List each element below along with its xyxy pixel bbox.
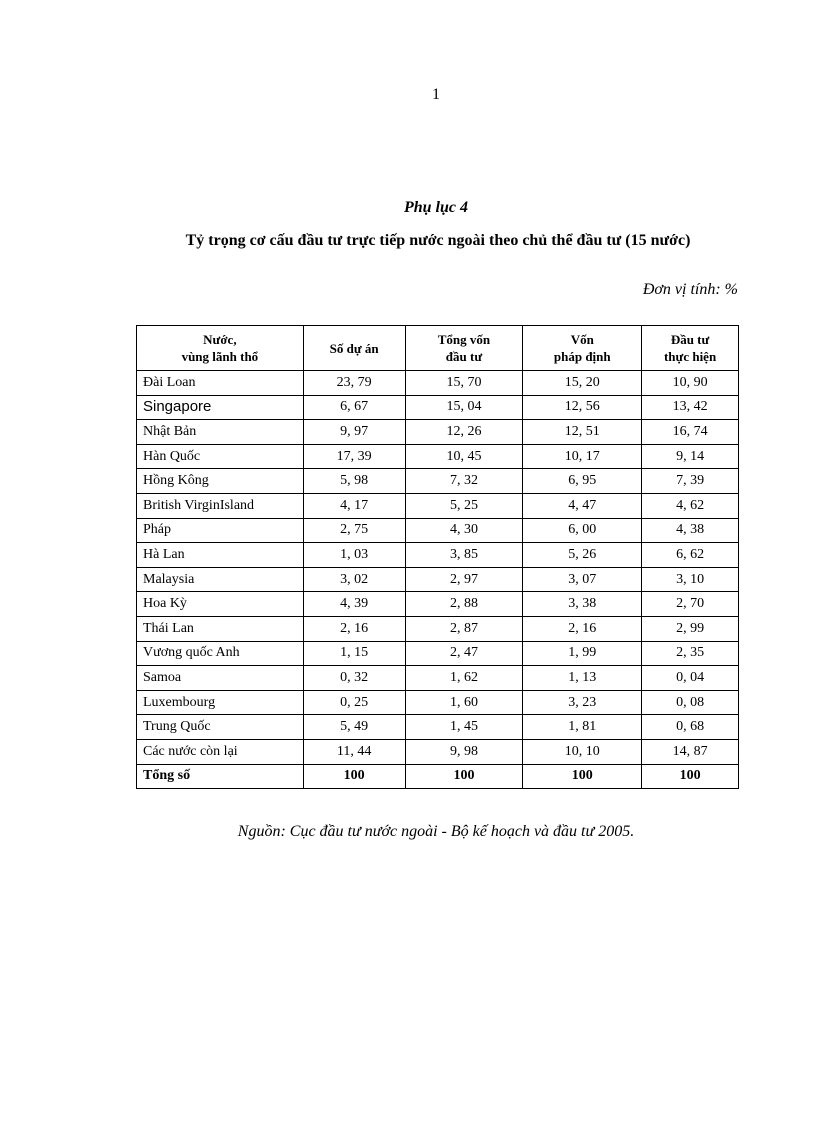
cell-country: Đài Loan bbox=[137, 371, 304, 396]
cell-country: Nhật Bản bbox=[137, 420, 304, 445]
cell-total-capital: 12, 26 bbox=[405, 420, 523, 445]
header-line: Đầu tư bbox=[670, 332, 710, 347]
header-line: Vốn bbox=[570, 332, 594, 347]
cell-total-capital: 15, 70 bbox=[405, 371, 523, 396]
table-header-row bbox=[137, 326, 739, 371]
cell-total-capital: 2, 47 bbox=[405, 641, 523, 666]
cell-project-count: 5, 49 bbox=[303, 715, 405, 740]
cell-total-capital: 15, 04 bbox=[405, 395, 523, 420]
table-row bbox=[137, 518, 739, 543]
header-line: Nước, bbox=[203, 332, 237, 347]
cell-implemented: 0, 04 bbox=[642, 666, 739, 691]
header-country bbox=[137, 326, 304, 371]
header-line: vùng lãnh thổ bbox=[181, 349, 259, 364]
cell-project-count: 100 bbox=[303, 764, 405, 789]
cell-project-count: 2, 75 bbox=[303, 518, 405, 543]
cell-implemented: 2, 70 bbox=[642, 592, 739, 617]
cell-total-capital: 1, 62 bbox=[405, 666, 523, 691]
cell-country: Hàn Quốc bbox=[137, 444, 304, 469]
cell-country: Malaysia bbox=[137, 567, 304, 592]
cell-implemented: 4, 38 bbox=[642, 518, 739, 543]
cell-legal-capital: 12, 51 bbox=[523, 420, 642, 445]
cell-total-capital: 1, 60 bbox=[405, 690, 523, 715]
cell-legal-capital: 10, 10 bbox=[523, 739, 642, 764]
cell-project-count: 1, 15 bbox=[303, 641, 405, 666]
cell-implemented: 14, 87 bbox=[642, 739, 739, 764]
table-row bbox=[137, 616, 739, 641]
cell-implemented: 6, 62 bbox=[642, 543, 739, 568]
cell-project-count: 2, 16 bbox=[303, 616, 405, 641]
page-number: 1 bbox=[432, 86, 440, 103]
cell-total-capital: 100 bbox=[405, 764, 523, 789]
cell-total-capital: 7, 32 bbox=[405, 469, 523, 494]
cell-implemented: 13, 42 bbox=[642, 395, 739, 420]
cell-implemented: 10, 90 bbox=[642, 371, 739, 396]
cell-implemented: 3, 10 bbox=[642, 567, 739, 592]
cell-country: Luxembourg bbox=[137, 690, 304, 715]
table-row bbox=[137, 641, 739, 666]
cell-project-count: 11, 44 bbox=[303, 739, 405, 764]
cell-implemented: 2, 99 bbox=[642, 616, 739, 641]
cell-implemented: 7, 39 bbox=[642, 469, 739, 494]
cell-legal-capital: 3, 23 bbox=[523, 690, 642, 715]
header-line: Tổng vốn bbox=[437, 332, 491, 347]
cell-country: Các nước còn lại bbox=[137, 739, 304, 764]
table-row bbox=[137, 715, 739, 740]
cell-total-capital: 2, 87 bbox=[405, 616, 523, 641]
header-line: Số dự án bbox=[329, 340, 379, 356]
cell-legal-capital: 6, 00 bbox=[523, 518, 642, 543]
cell-country: British VirginIsland bbox=[137, 493, 304, 518]
cell-legal-capital: 5, 26 bbox=[523, 543, 642, 568]
cell-total-capital: 10, 45 bbox=[405, 444, 523, 469]
cell-legal-capital: 1, 81 bbox=[523, 715, 642, 740]
cell-implemented: 2, 35 bbox=[642, 641, 739, 666]
cell-legal-capital: 2, 16 bbox=[523, 616, 642, 641]
cell-country: Trung Quốc bbox=[137, 715, 304, 740]
cell-project-count: 5, 98 bbox=[303, 469, 405, 494]
cell-legal-capital: 1, 13 bbox=[523, 666, 642, 691]
table-row bbox=[137, 420, 739, 445]
table-row bbox=[137, 395, 739, 420]
table-row bbox=[137, 690, 739, 715]
cell-total-capital: 1, 45 bbox=[405, 715, 523, 740]
cell-project-count: 23, 79 bbox=[303, 371, 405, 396]
cell-legal-capital: 15, 20 bbox=[523, 371, 642, 396]
table-row bbox=[137, 371, 739, 396]
header-line: đầu tư bbox=[445, 349, 483, 364]
cell-implemented: 16, 74 bbox=[642, 420, 739, 445]
cell-country: Thái Lan bbox=[137, 616, 304, 641]
cell-legal-capital: 4, 47 bbox=[523, 493, 642, 518]
cell-implemented: 4, 62 bbox=[642, 493, 739, 518]
cell-implemented: 0, 68 bbox=[642, 715, 739, 740]
cell-total-capital: 2, 97 bbox=[405, 567, 523, 592]
header-legal-capital bbox=[523, 326, 642, 371]
appendix-title: Phụ lục 4 bbox=[403, 199, 468, 216]
investment-structure-table bbox=[136, 325, 739, 789]
cell-project-count: 1, 03 bbox=[303, 543, 405, 568]
cell-country: Hà Lan bbox=[137, 543, 304, 568]
cell-project-count: 0, 25 bbox=[303, 690, 405, 715]
unit-label: Đơn vị tính: % bbox=[642, 281, 738, 298]
table-total-row bbox=[137, 764, 739, 789]
table-row bbox=[137, 739, 739, 764]
cell-legal-capital: 12, 56 bbox=[523, 395, 642, 420]
header-implemented-investment bbox=[642, 326, 739, 371]
cell-implemented: 0, 08 bbox=[642, 690, 739, 715]
cell-legal-capital: 1, 99 bbox=[523, 641, 642, 666]
cell-total-capital: 3, 85 bbox=[405, 543, 523, 568]
page-title: Tỷ trọng cơ cấu đầu tư trực tiếp nước ngoài theo chủ thể đầu tư (15 nước) bbox=[185, 232, 691, 249]
table-row bbox=[137, 592, 739, 617]
source-note: Nguồn: Cục đầu tư nước ngoài - Bộ kế hoạch và đầu tư 2005. bbox=[237, 823, 635, 840]
cell-implemented: 9, 14 bbox=[642, 444, 739, 469]
header-line: thực hiện bbox=[663, 349, 717, 364]
cell-country: Singapore bbox=[137, 395, 304, 420]
cell-total-capital: 2, 88 bbox=[405, 592, 523, 617]
table-row bbox=[137, 666, 739, 691]
cell-project-count: 0, 32 bbox=[303, 666, 405, 691]
cell-legal-capital: 100 bbox=[523, 764, 642, 789]
header-line: pháp định bbox=[553, 349, 611, 364]
cell-legal-capital: 10, 17 bbox=[523, 444, 642, 469]
table-row bbox=[137, 493, 739, 518]
header-project-count bbox=[303, 326, 405, 371]
cell-legal-capital: 3, 07 bbox=[523, 567, 642, 592]
cell-project-count: 4, 39 bbox=[303, 592, 405, 617]
cell-project-count: 3, 02 bbox=[303, 567, 405, 592]
cell-legal-capital: 3, 38 bbox=[523, 592, 642, 617]
cell-country: Hồng Kông bbox=[137, 469, 304, 494]
header-total-capital bbox=[405, 326, 523, 371]
table-row bbox=[137, 543, 739, 568]
table-body bbox=[137, 371, 739, 789]
cell-total-capital: 4, 30 bbox=[405, 518, 523, 543]
cell-project-count: 17, 39 bbox=[303, 444, 405, 469]
cell-total-capital: 9, 98 bbox=[405, 739, 523, 764]
cell-total-capital: 5, 25 bbox=[405, 493, 523, 518]
cell-project-count: 9, 97 bbox=[303, 420, 405, 445]
cell-project-count: 4, 17 bbox=[303, 493, 405, 518]
cell-project-count: 6, 67 bbox=[303, 395, 405, 420]
cell-country: Hoa Kỳ bbox=[137, 592, 304, 617]
cell-legal-capital: 6, 95 bbox=[523, 469, 642, 494]
cell-country: Tổng số bbox=[137, 764, 304, 789]
cell-country: Vương quốc Anh bbox=[137, 641, 304, 666]
table-row bbox=[137, 469, 739, 494]
cell-country: Pháp bbox=[137, 518, 304, 543]
cell-country: Samoa bbox=[137, 666, 304, 691]
cell-implemented: 100 bbox=[642, 764, 739, 789]
table-row bbox=[137, 444, 739, 469]
table-row bbox=[137, 567, 739, 592]
